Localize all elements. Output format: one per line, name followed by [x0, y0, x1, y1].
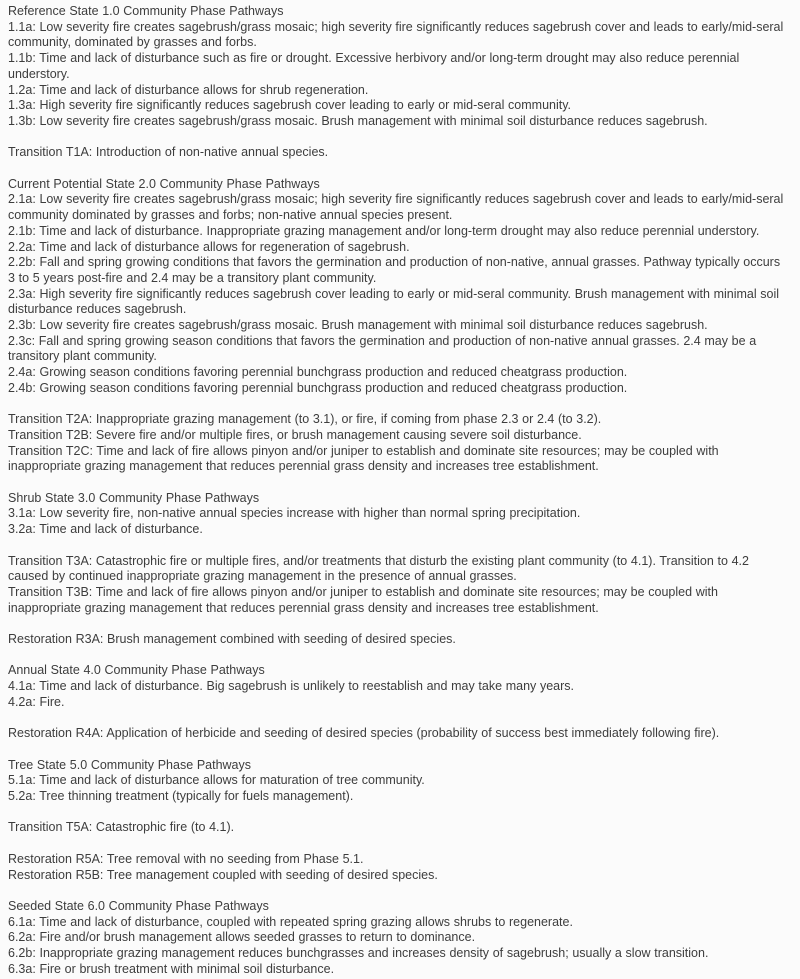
text-line: 1.3b: Low severity fire creates sagebrush/grass mosaic. Brush management with minimal soil disturbance reduces sagebrush. — [8, 113, 708, 128]
paragraph-block — [8, 554, 790, 617]
text-line: Annual State 4.0 Community Phase Pathways — [8, 663, 265, 678]
text-line: 4.1a: Time and lack of disturbance. Big sagebrush is unlikely to reestablish and may take many years. — [8, 679, 574, 694]
text-line: 2.4b: Growing season conditions favoring perennial bunchgrass production and reduced cheatgrass production. — [8, 380, 628, 395]
paragraph-block — [8, 412, 790, 475]
text-line: 2.2b: Fall and spring growing conditions that favors the germination and production of non-native, annual grasses. Pathway typically occurs 3 to 5 years post-fire and 2.4 may be a transitory plant community. — [8, 255, 781, 285]
text-line: 2.4a: Growing season conditions favoring perennial bunchgrass production and reduced cheatgrass production. — [8, 365, 628, 380]
text-line: Restoration R5B: Tree management coupled with seeding of desired species. — [8, 867, 438, 882]
paragraph-block — [8, 145, 790, 161]
text-line: Restoration R3A: Brush management combined with seeding of desired species. — [8, 632, 456, 647]
text-line: 2.2a: Time and lack of disturbance allows for regeneration of sagebrush. — [8, 239, 410, 254]
text-line: Transition T2C: Time and lack of fire allows pinyon and/or juniper to establish and dominate site resources; may be coupled with inappropriate grazing management that reduces perennial grass density and increases tree establishment. — [8, 443, 719, 474]
paragraph-block — [8, 4, 790, 130]
text-line: 3.2a: Time and lack of disturbance. — [8, 522, 203, 537]
text-line: Transition T3B: Time and lack of fire allows pinyon and/or juniper to establish and dominate site resources; may be coupled with inappropriate grazing management that reduces perennial grass density and increases tree establishment. — [8, 584, 718, 615]
text-line: Tree State 5.0 Community Phase Pathways — [8, 757, 252, 772]
text-line: Seeded State 6.0 Community Phase Pathways — [8, 898, 269, 913]
text-line: 5.1a: Time and lack of disturbance allows for maturation of tree community. — [8, 773, 425, 788]
paragraph-block — [8, 726, 790, 742]
text-line: 6.2b: Inappropriate grazing management reduces bunchgrasses and increases density of sagebrush; usually a slow transition. — [8, 946, 709, 960]
text-line: 4.2a: Fire. — [8, 694, 65, 709]
text-line: Current Potential State 2.0 Community Phase Pathways — [8, 176, 320, 191]
text-line: Transition T2B: Severe fire and/or multiple fires, or brush management causing severe soil disturbance. — [8, 427, 582, 442]
text-line: 6.3a: Fire or brush treatment with minimal soil disturbance. — [8, 961, 335, 976]
text-line: Shrub State 3.0 Community Phase Pathways — [8, 490, 260, 505]
paragraph-block — [8, 820, 790, 836]
paragraph-block — [8, 899, 790, 978]
text-line: Restoration R4A: Application of herbicide and seeding of desired species (probability of success best immediately following fire). — [8, 726, 720, 741]
text-line: 2.1a: Low severity fire creates sagebrush/grass mosaic; high severity fire significantly reduces sagebrush cover and leads to early/mid-seral community dominated by grasses and forbs; non-native annual species present. — [8, 192, 784, 223]
text-line: 3.1a: Low severity fire, non-native annual species increase with higher than normal spring precipitation. — [8, 506, 581, 521]
text-line: 5.2a: Tree thinning treatment (typically for fuels management). — [8, 789, 354, 804]
text-line: 2.3a: High severity fire significantly reduces sagebrush cover leading to early or mid-seral community. Brush management with minimal soil disturbance reduces sagebrush. — [8, 286, 780, 317]
paragraph-block — [8, 491, 790, 538]
paragraph-block — [8, 663, 790, 710]
text-line: Transition T1A: Introduction of non-native annual species. — [8, 145, 329, 160]
text-line: 1.1b: Time and lack of disturbance such as fire or drought. Excessive herbivory and/or long-term drought may also reduce perennial understory. — [8, 51, 740, 81]
text-line: 1.2a: Time and lack of disturbance allows for shrub regeneration. — [8, 82, 369, 97]
text-line: Transition T5A: Catastrophic fire (to 4.1). — [8, 820, 235, 835]
text-line: Transition T2A: Inappropriate grazing management (to 3.1), or fire, if coming from phase 2.3 or 2.4 (to 3.2). — [8, 412, 602, 427]
text-line: Restoration R5A: Tree removal with no seeding from Phase 5.1. — [8, 851, 364, 866]
text-line: 6.2a: Fire and/or brush management allows seeded grasses to return to dominance. — [8, 930, 476, 945]
text-line: 2.3c: Fall and spring growing season conditions that favors the germination and production of non-native annual grasses. 2.4 may be a transitory plant community. — [8, 333, 757, 364]
paragraph-block — [8, 177, 790, 397]
text-line: 1.1a: Low severity fire creates sagebrush/grass mosaic; high severity fire significantly reduces sagebrush cover and leads to early/mid-seral community, dominated by grasses and forbs. — [8, 19, 784, 50]
paragraph-block — [8, 632, 790, 648]
text-line: 2.3b: Low severity fire creates sagebrush/grass mosaic. Brush management with minimal soil disturbance reduces sagebrush. — [8, 318, 708, 333]
text-line: Transition T3A: Catastrophic fire or multiple fires, and/or treatments that disturb the existing plant community (to 4.1). Transition to 4.2 caused by continued inappropriate grazing management in the presence of annual grasses. — [8, 553, 749, 584]
text-line: Reference State 1.0 Community Phase Pathways — [8, 4, 284, 18]
text-line: 6.1a: Time and lack of disturbance, coupled with repeated spring grazing allows shrubs to regenerate. — [8, 914, 573, 929]
text-line: 1.3a: High severity fire significantly reduces sagebrush cover leading to early or mid-seral community. — [8, 98, 572, 113]
paragraph-block — [8, 758, 790, 805]
paragraph-block — [8, 852, 790, 883]
text-line: 2.1b: Time and lack of disturbance. Inappropriate grazing management and/or long-term drought may also reduce perennial understory. — [8, 223, 760, 238]
